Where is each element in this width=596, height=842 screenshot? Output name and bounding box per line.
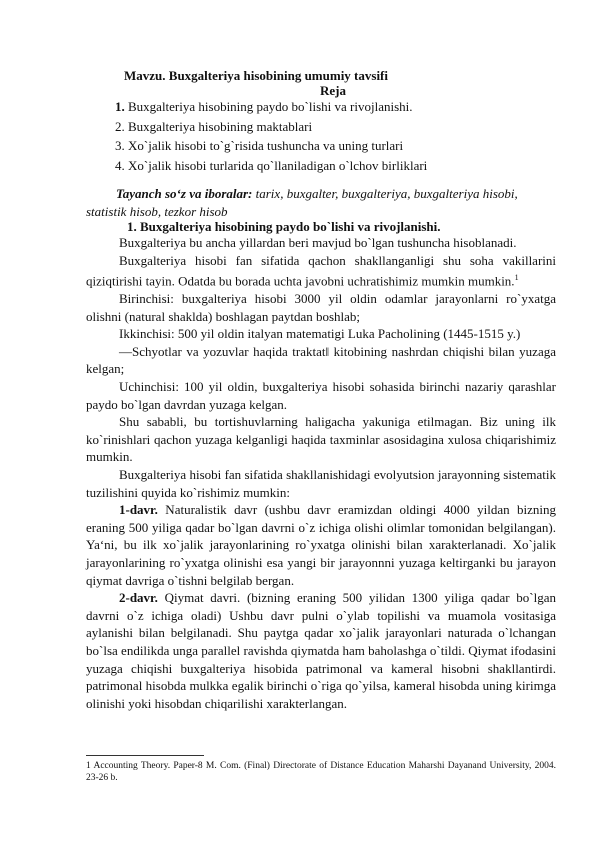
paragraph-text: Naturalistik davr (ushbu davr eramizdan oldingi 4000 yildan bizning eraning 500 yiliga qadar bo`lgan davrni o`z ichiga olishi olimlar tomonidan belgilangan). Ya‘ni, bu ilk xo`jalik jarayonlarining ro`yxatga olinishi bilan xarakterlanadi. Xo`jalik jarayonlarining ro`yxatga olinishi esa yangi bir jarayonnni yuzaga keltirganki bu jarayon qiymat davriga o`tishni belgilab bergan. <box>86 502 556 588</box>
period-label: 2-davr. <box>119 590 158 606</box>
paragraph <box>86 501 556 589</box>
paragraph <box>86 466 556 501</box>
paragraph <box>86 343 556 378</box>
plan-item <box>115 97 427 117</box>
plan-item-number: 1. <box>115 99 125 114</box>
plan-item <box>115 136 427 156</box>
footnote-ref[interactable]: 1 <box>514 273 519 283</box>
plan-item-text: Xo`jalik hisobi turlarida qo`llaniladigan o`lchov birliklari <box>128 157 428 173</box>
plan-item-number: 4. <box>115 157 125 173</box>
paragraph <box>86 325 556 343</box>
paragraph <box>86 290 556 325</box>
body-text <box>86 234 556 712</box>
footnote-divider <box>86 755 204 756</box>
paragraph-text: Buxgalteriya hisobi fan sifatida qachon shakllanganligi shu soha vakillarini qiziqtirishi tayin. Odatda bu borada uchta javobni uchratishimiz mumkin mumkin. <box>86 252 556 289</box>
plan-heading: Reja <box>320 83 346 98</box>
paragraph <box>86 234 556 252</box>
period-label: 1-davr. <box>119 502 158 518</box>
keywords-paragraph <box>86 185 556 220</box>
section-heading: 1. Buxgalteriya hisobining paydo bo`lishi va rivojlanishi. <box>127 219 441 234</box>
paragraph <box>86 589 556 712</box>
paragraph-text: Qiymat davri. (bizning eraning 500 yilidan 1300 yiliga qadar bo`lgan davrni o`z ichiga oladi) Ushbu davr pulni o`ylab topilishi va muamola vositasiga aylanishi bilan belgilanadi. Shu paytga qadar xo`jalik jarayonlari naturada o`lchangan bo`lsa endilikda unga parallel ravishda qiymatda ham baholashga o`tildi. Qiymat ifodasini yuzaga chiqishi buxgalteriya hisobida patrimonal va kameral hisobni shakllantirdi. patrimonal hisobda mulkka egalik birinchi o`riga qo`yilsa, kameral hisobda uning kirimga olinishi yoki hisobdan chiqarilishi xarakterlangan. <box>86 590 556 711</box>
page-title: Mavzu. Buxgalteriya hisobining umumiy tavsifi <box>124 68 388 83</box>
plan-item-text: Xo`jalik hisobi to`g`risida tushuncha va uning turlari <box>128 138 404 153</box>
paragraph-text: Shu sababli, bu tortishuvlarning haligacha yakuniga etilmagan. Biz uning ilk ko`rinishlari qachon yuzaga kelganligi haqida taxminlar asosidagina xulosa chiqarishimiz mumkin. <box>86 414 556 465</box>
plan-item <box>115 117 427 137</box>
plan-item-text: Buxgalteriya hisobining maktablari <box>128 118 313 134</box>
paragraph-text: Birinchisi: buxgalteriya hisobi 3000 yil oldin odamlar jarayonlarni ro`yxatga olishni (natural shaklda) boshlagan paytdan boshlab; <box>86 291 556 324</box>
plan-list <box>115 97 427 175</box>
plan-item-number: 3. <box>115 138 125 153</box>
paragraph-text: Ikkinchisi: 500 yil oldin italyan matematigi Luka Pacholining (1445-1515 y.) <box>119 326 521 342</box>
paragraph-text: ―Schyotlar va yozuvlar haqida traktatǁ kitobining nashrdan chiqishi bilan yuzaga kelgan; <box>86 343 556 377</box>
plan-item-number: 2. <box>115 118 125 134</box>
paragraph <box>86 252 556 291</box>
paragraph <box>86 378 556 413</box>
paragraph-text: Buxgalteriya bu ancha yillardan beri mavjud bo`lgan tushuncha hisoblanadi. <box>119 235 517 250</box>
paragraph-text: Uchinchisi: 100 yil oldin, buxgalteriya hisobi sohasida birinchi nazariy qarashlar paydo bo`lgan davrdan yuzaga kelgan. <box>86 379 556 412</box>
keywords-text: tarix, buxgalter, buxgalteriya, buxgalteriya hisobi, statistik hisob, tezkor hisob <box>86 186 518 219</box>
paragraph-text: Buxgalteriya hisobi fan sifatida shakllanishidagi evolyutsion jarayonning sistematik tuzilishini quyida ko`rishimiz mumkin: <box>86 467 556 500</box>
footnote: 1 Accounting Theory. Paper-8 M. Com. (Final) Directorate of Distance Education Maharshi Dayanand University, 2004. 23-26 b. <box>86 761 556 783</box>
paragraph <box>86 413 556 466</box>
plan-item <box>115 156 427 176</box>
keywords-label: Tayanch so‘z va iboralar: <box>116 186 253 201</box>
plan-item-text: Buxgalteriya hisobining paydo bo`lishi va rivojlanishi. <box>128 99 413 114</box>
